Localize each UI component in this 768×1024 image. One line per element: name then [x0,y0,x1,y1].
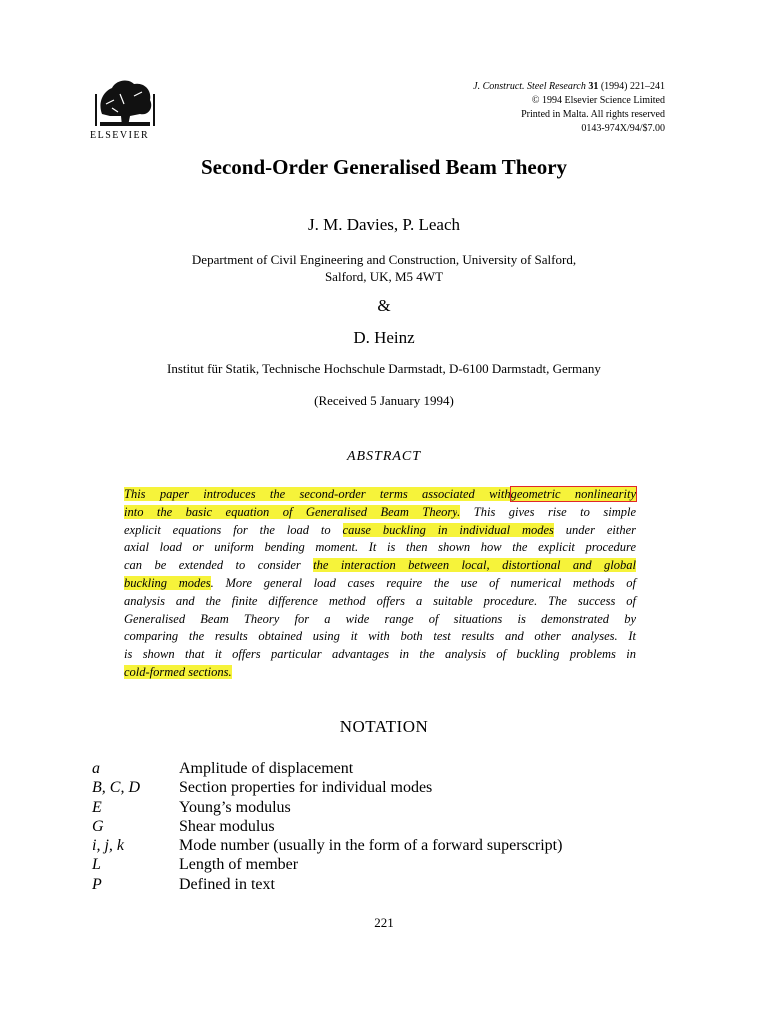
authors-secondary: D. Heinz [353,328,415,347]
citation-block [473,80,665,136]
notation-row [92,875,562,894]
affiliation-primary [0,251,768,285]
notation-row [92,855,562,874]
highlight: . [457,504,461,519]
abstract-body [124,486,636,682]
article-code: 0143-974X/94/$7.00 [581,123,665,134]
abstract-text: This gives rise to simple [460,504,636,519]
highlight: cause buckling in individual modes [342,522,554,537]
notation-row [92,778,562,797]
paper-title: Second-Order Generalised Beam Theory [200,155,568,179]
citation-line-journal [473,80,665,94]
notation-symbol: P [92,875,102,893]
notation-row [92,759,562,778]
notation-definition: Section properties for individual modes [179,779,433,797]
notation-row [92,798,562,817]
notation-row [92,817,562,836]
author-separator: & [377,296,391,315]
abstract-line [124,486,636,504]
tree-logo-icon [94,74,156,130]
notation-symbol: B, C, D [92,779,140,797]
boxed-highlight: geometric nonlinearity [510,487,636,501]
highlight: the interaction between local, distortional and global [313,558,636,573]
abstract-heading: ABSTRACT [346,449,422,464]
highlight: cold-formed sections. [124,664,232,679]
abstract-line: analysis and the finite difference method offers a suitable procedure. The success of [124,593,636,608]
abstract-line [124,504,636,522]
notation-symbol: G [92,817,104,835]
highlight: This paper introduces the second-order terms associated with [124,487,511,501]
abstract-text: . More general load cases require the use of numerical methods of [210,575,636,590]
notation-definition: Amplitude of displacement [179,760,354,777]
received-date: (Received 5 January 1994) [314,393,454,408]
highlight: buckling modes [124,575,211,590]
abstract-line [124,522,636,540]
abstract-text: can be extended to consider [124,558,314,573]
notation-symbol: i, j, k [92,837,124,855]
notation-heading: NOTATION [339,717,429,736]
notation-list [92,759,562,894]
highlight: into the basic equation of Generalised Beam Theory [124,504,458,519]
abstract-line [124,664,636,682]
notation-definition: Young’s modulus [179,798,291,816]
page-number: 221 [374,915,394,930]
abstract-line: Generalised Beam Theory for a wide range of situations is demonstrated by [124,611,636,626]
affiliation-primary-line1: Department of Civil Engineering and Construction, University of Salford, [191,252,577,267]
notation-definition: Length of member [179,856,299,874]
logo-wordmark: ELSEVIER [90,130,150,141]
abstract-line: is shown that it offers particular advantages in the analysis of buckling problems in [124,647,636,662]
journal-year-pages: (1994) 221–241 [600,81,665,92]
journal-volume: 31 [588,81,599,92]
abstract-text: explicit equations for the load to [124,522,343,537]
notation-definition: Mode number (usually in the form of a forward superscript) [179,837,563,855]
printed-line: Printed in Malta. All rights reserved [521,109,665,120]
notation-row [92,836,562,855]
notation-symbol: L [92,856,101,874]
notation-definition: Defined in text [179,875,275,893]
affiliation-secondary: Institut für Statik, Technische Hochschule Darmstadt, D-6100 Darmstadt, Germany [167,361,601,376]
abstract-text: under either [553,522,637,537]
abstract-line [124,557,636,575]
notation-symbol: a [92,760,100,777]
abstract-line: comparing the results obtained using it with both test results and other analyses. It [124,629,636,644]
abstract-line [124,575,636,593]
publisher-logo [90,74,166,144]
notation-definition: Shear modulus [179,817,275,835]
affiliation-primary-line2: Salford, UK, M5 4WT [324,269,444,284]
copyright-line: © 1994 Elsevier Science Limited [531,95,665,106]
authors-primary: J. M. Davies, P. Leach [307,215,461,234]
abstract-line: axial load or uniform bending moment. It is then shown how the explicit procedure [124,540,636,555]
notation-symbol: E [92,798,102,816]
journal-name: J. Construct. Steel Research [473,81,586,92]
